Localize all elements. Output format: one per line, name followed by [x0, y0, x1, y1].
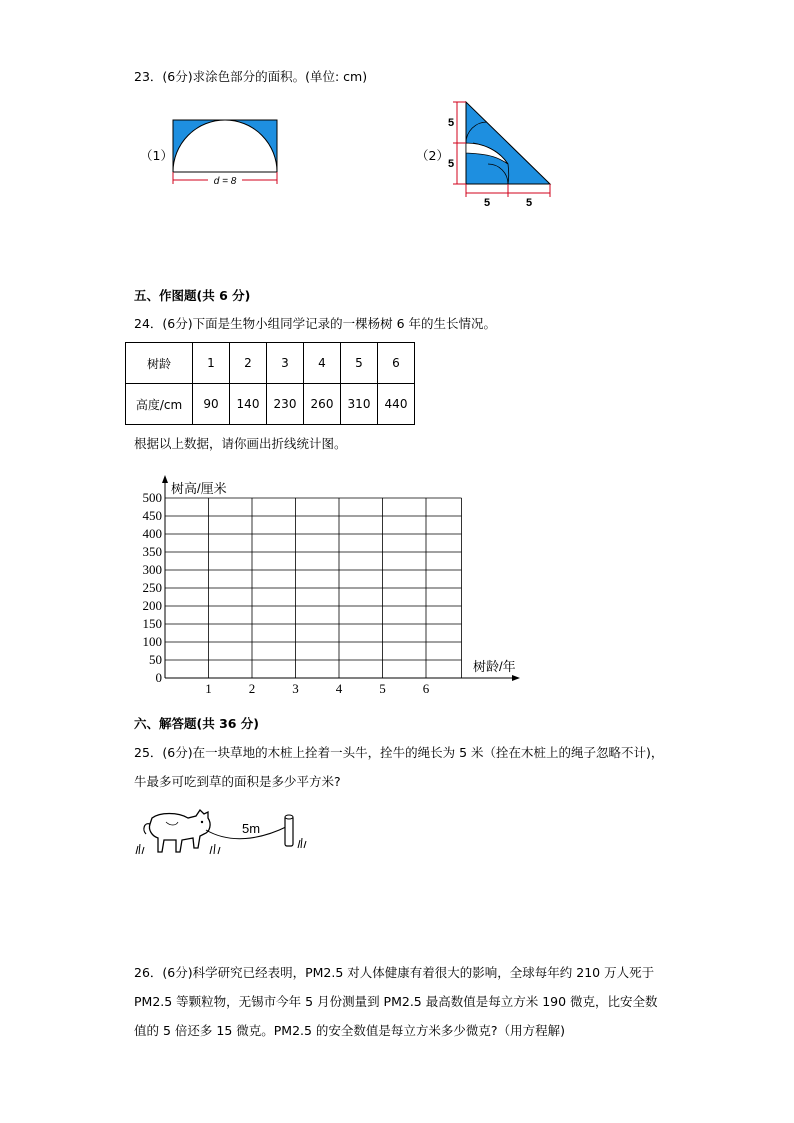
grass-icon	[136, 844, 144, 854]
q23-figure1-label: （1）	[140, 148, 173, 163]
dim-label-left: 5	[447, 158, 455, 170]
q25-text: 25．(6分)在一块草地的木桩上拴着一头牛，拴牛的绳长为 5 米（拴在木桩上的绳子忽略不计)，牛最多可吃到草的面积是多少平方米?	[134, 745, 664, 789]
table-row	[126, 343, 415, 384]
table-cell: 140	[230, 384, 267, 425]
y-axis-label: 树高/厘米	[171, 481, 227, 496]
table-cell: 6	[378, 343, 415, 384]
x-tick-label: 4	[335, 681, 343, 696]
x-tick-label: 2	[248, 681, 256, 696]
section6-heading: 六、解答题(共 36 分)	[134, 716, 260, 731]
y-tick-label: 50	[149, 652, 162, 667]
y-tick-label: 500	[142, 490, 162, 505]
line-chart	[135, 473, 530, 698]
stake-icon	[285, 816, 293, 846]
y-tick-label: 0	[155, 670, 162, 685]
x-axis-arrow	[512, 675, 520, 681]
section5-heading: 五、作图题(共 6 分)	[134, 288, 251, 303]
cow-illustration	[130, 800, 315, 862]
x-axis-label: 树龄/年	[473, 659, 516, 674]
diameter-label: d = 8	[213, 176, 237, 187]
y-tick-label: 100	[142, 634, 162, 649]
table-cell: 310	[341, 384, 378, 425]
cow-icon	[149, 810, 210, 852]
q26-text: 26．(6分)科学研究已经表明，PM2.5 对人体健康有着很大的影响，全球每年约 210 万人死于PM2.5 等颗粒物，无锡市今年 5 月份测量到 PM2.5 最高数值是每立方米 190 微克，比安全数值的 5 倍还多 15 微克。PM2.5 的安全数值是每立方米多少微克?（用方程解)	[134, 965, 658, 1038]
q23-figure2-label: （2）	[416, 148, 449, 163]
y-tick-label: 150	[142, 616, 162, 631]
rope-length-label: 5m	[242, 821, 261, 836]
table-cell: 90	[193, 384, 230, 425]
y-tick-label: 350	[142, 544, 162, 559]
semicircle-figure	[168, 115, 284, 190]
q24-instruction: 根据以上数据，请你画出折线统计图。	[134, 436, 347, 451]
table-cell: 230	[267, 384, 304, 425]
y-tick-label: 400	[142, 526, 162, 541]
triangle-figure	[443, 98, 558, 210]
y-tick-label: 300	[142, 562, 162, 577]
q23-prompt: 23．(6分)求涂色部分的面积。(单位: cm)	[134, 69, 368, 84]
x-tick-label: 5	[379, 681, 386, 696]
x-tick-label: 1	[205, 681, 212, 696]
x-tick-label: 6	[422, 681, 430, 696]
table-cell: 4	[304, 343, 341, 384]
y-tick-label: 250	[142, 580, 162, 595]
table-cell: 2	[230, 343, 267, 384]
x-tick-label: 3	[292, 681, 299, 696]
y-tick-label: 200	[142, 598, 162, 613]
table-cell: 5	[341, 343, 378, 384]
table-cell: 440	[378, 384, 415, 425]
dim-label-top: 5	[447, 117, 455, 129]
y-axis-arrow	[162, 475, 168, 483]
y-tick-label: 450	[142, 508, 162, 523]
table-header-age: 树龄	[126, 343, 193, 384]
dim-label-bottom-right: 5	[525, 197, 533, 209]
table-row	[126, 384, 415, 425]
dim-label-bottom-left: 5	[483, 197, 491, 209]
table-cell: 3	[267, 343, 304, 384]
growth-data-table	[125, 342, 415, 425]
table-cell: 260	[304, 384, 341, 425]
table-cell: 1	[193, 343, 230, 384]
q24-prompt: 24．(6分)下面是生物小组同学记录的一棵杨树 6 年的生长情况。	[134, 316, 497, 331]
table-header-height: 高度/cm	[126, 384, 193, 425]
